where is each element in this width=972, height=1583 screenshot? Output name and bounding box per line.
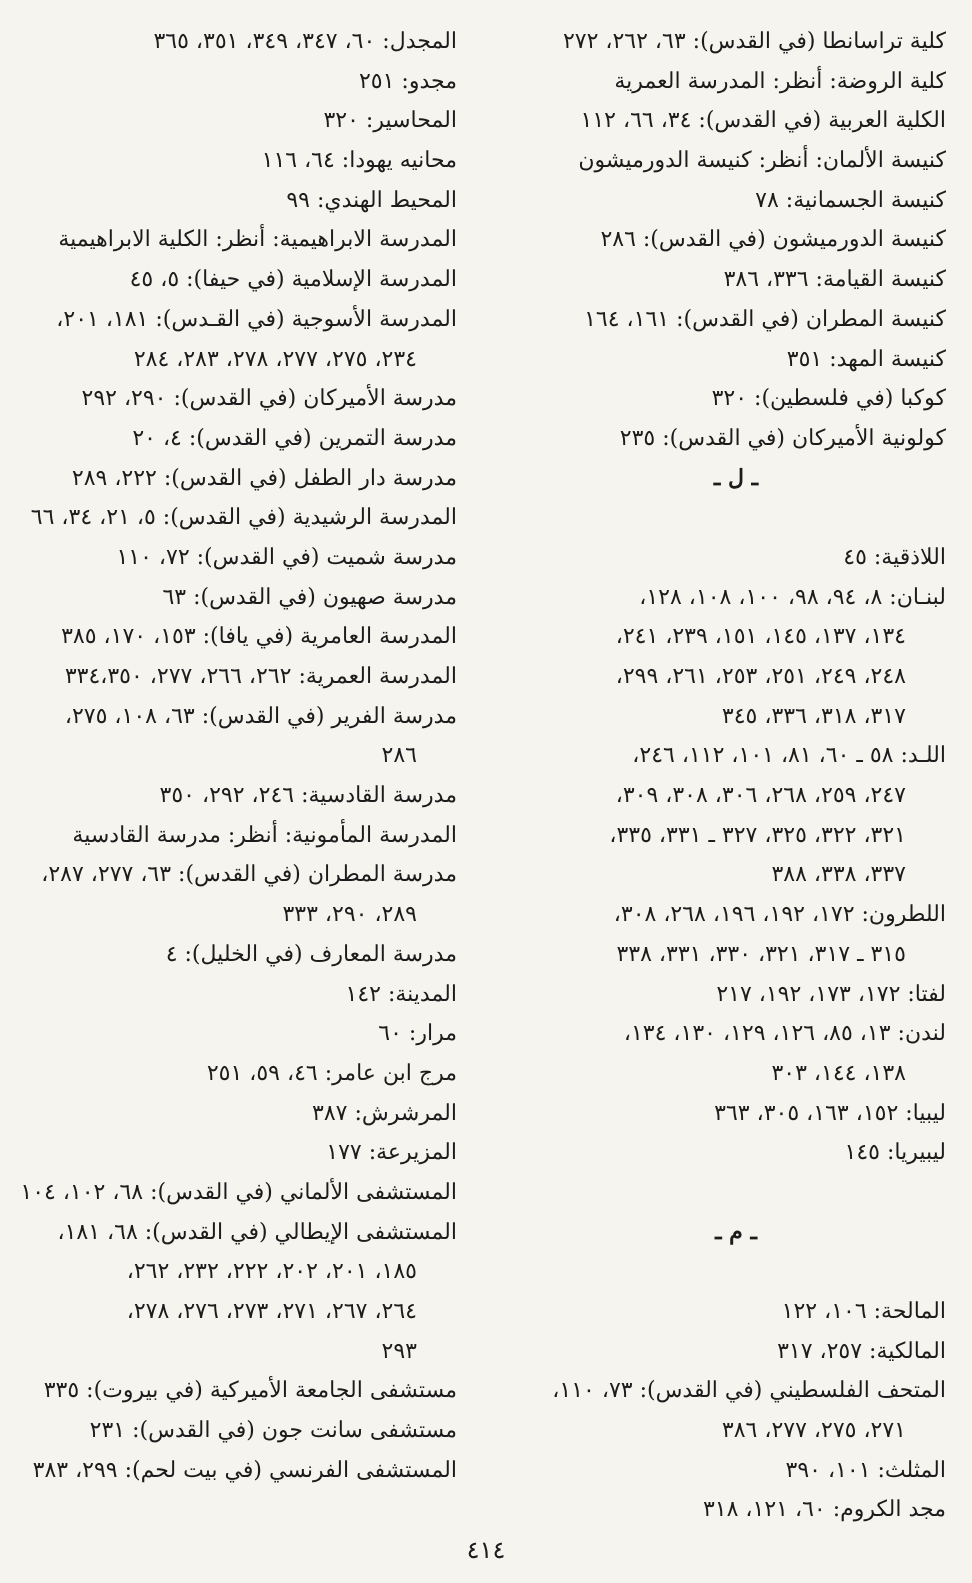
- index-entry: كنيسة المطران (في القدس): ١٦١، ١٦٤: [584, 306, 946, 332]
- index-entry: مدرسة المطران (في القدس): ٦٣، ٢٧٧، ٢٨٧،: [41, 862, 457, 888]
- index-entry-continuation: ٢٦٤، ٢٦٧، ٢٧١، ٢٧٣، ٢٧٦، ٢٧٨،: [126, 1299, 417, 1324]
- index-entry: مستشفى سانت جون (في القدس): ٢٣١: [89, 1418, 457, 1444]
- index-entry: المحيط الهندي: ٩٩: [286, 187, 457, 213]
- index-entry: مدرسة المعارف (في الخليل): ٤: [165, 941, 457, 967]
- index-entry: المرشرش: ٣٨٧: [312, 1100, 457, 1126]
- index-entry-continuation: ٢٤٧، ٢٥٩، ٢٦٨، ٣٠٦، ٣٠٨، ٣٠٩،: [615, 783, 906, 809]
- index-entry: المستشفى الفرنسي (في بيت لحم): ٢٩٩، ٣٨٣: [32, 1457, 457, 1483]
- index-entry: مدرسة دار الطفل (في القدس): ٢٢٢، ٢٨٩: [71, 465, 457, 491]
- index-entry-continuation: ٢٩٣: [381, 1338, 417, 1364]
- index-entry: كلية تراسانطا (في القدس): ٦٣، ٢٦٢، ٢٧٢: [562, 29, 946, 54]
- index-entry: مدرسة شميت (في القدس): ٧٢، ١١٠: [116, 544, 457, 570]
- index-column-left: [17, 22, 457, 1490]
- blank-line: [526, 1173, 946, 1213]
- index-entry: اللـد: ٥٨ ـ ٦٠، ٨١، ١٠١، ١١٢، ٢٤٦،: [632, 743, 946, 769]
- index-entry: المدرسة العامرية (في يافا): ١٥٣، ١٧٠، ٣٨٥: [61, 624, 457, 650]
- index-entry: اللاذقية: ٤٥: [843, 544, 946, 570]
- index-entry: مستشفى الجامعة الأميركية (في بيروت): ٣٣٥: [43, 1378, 457, 1404]
- index-entry: كنيسة القيامة: ٣٣٦، ٣٨٦: [723, 267, 946, 293]
- index-entry: المستشفى الإيطالي (في القدس): ٦٨، ١٨١،: [57, 1219, 457, 1245]
- index-entry: مدرسة صهيون (في القدس): ٦٣: [162, 584, 457, 610]
- index-entry: المدرسة الابراهيمية: أنظر: الكلية الابراهيمية: [58, 227, 457, 253]
- index-entry: كنيسة الألمان: أنظر: كنيسة الدورميشون: [578, 148, 946, 174]
- index-entry: المتحف الفلسطيني (في القدس): ٧٣، ١١٠،: [552, 1378, 946, 1404]
- index-entry: مدرسة الفرير (في القدس): ٦٣، ١٠٨، ٢٧٥،: [64, 703, 457, 729]
- index-entry: محانيه يهودا: ٦٤، ١١٦: [261, 148, 457, 174]
- index-entry: مجد الكروم: ٦٠، ١٢١، ٣١٨: [702, 1497, 946, 1523]
- index-entry-continuation: ١٣٨، ١٤٤، ٣٠٣: [771, 1060, 906, 1086]
- index-entry: المدرسة الأسوجية (في القـدس): ١٨١، ٢٠١،: [56, 306, 457, 332]
- blank-line: [526, 498, 946, 538]
- index-entry: لفتا: ١٧٢، ١٧٣، ١٩٢، ٢١٧: [716, 981, 946, 1007]
- index-entry: مرار: ٦٠: [378, 1021, 457, 1047]
- index-entry: كنيسة الدورميشون (في القدس): ٢٨٦: [600, 227, 946, 253]
- index-entry: المزيرعة: ١٧٧: [326, 1140, 457, 1166]
- index-entry: المدرسة العمرية: ٢٦٢، ٢٦٦، ٢٧٧، ٣٣٤،٣٥٠: [64, 664, 457, 689]
- index-entry: كلية الروضة: أنظر: المدرسة العمرية: [614, 68, 946, 94]
- index-entry: المثلث: ١٠١، ٣٩٠: [785, 1457, 946, 1483]
- index-entry: مدرسة القادسية: ٢٤٦، ٢٩٢، ٣٥٠: [159, 783, 457, 809]
- index-entry: لندن: ١٣، ٨٥، ١٢٦، ١٢٩، ١٣٠، ١٣٤،: [623, 1021, 946, 1047]
- index-entry: مجدو: ٢٥١: [358, 68, 457, 94]
- index-entry: مدرسة التمرين (في القدس): ٤، ٢٠: [132, 425, 457, 451]
- index-entry: كنيسة المهد: ٣٥١: [786, 346, 946, 372]
- index-entry: المجدل: ٦٠، ٣٤٧، ٣٤٩، ٣٥١، ٣٦٥: [153, 29, 457, 54]
- index-entry-continuation: ١٣٤، ١٣٧، ١٤٥، ١٥١، ٢٣٩، ٢٤١،: [615, 624, 906, 650]
- index-column-right: [526, 22, 946, 1530]
- index-entry-continuation: ٢٧١، ٢٧٥، ٢٧٧، ٣٨٦: [721, 1418, 906, 1444]
- index-entry: المالحة: ١٠٦، ١٢٢: [781, 1299, 946, 1324]
- index-entry: المالكية: ٢٥٧، ٣١٧: [777, 1338, 946, 1364]
- index-entry: مرج ابن عامر: ٤٦، ٥٩، ٢٥١: [206, 1060, 457, 1086]
- index-entry: كولونية الأميركان (في القدس): ٢٣٥: [619, 425, 946, 451]
- index-entry: لبنـان: ٨، ٩٤، ٩٨، ١٠٠، ١٠٨، ١٢٨،: [639, 584, 946, 610]
- index-entry: ليبيا: ١٥٢، ١٦٣، ٣٠٥، ٣٦٣: [714, 1100, 946, 1126]
- index-entry-continuation: ٢٤٨، ٢٤٩، ٢٥١، ٢٥٣، ٢٦١، ٢٩٩،: [615, 664, 906, 689]
- index-entry-continuation: ٢٨٩، ٢٩٠، ٣٣٣: [282, 902, 417, 928]
- index-entry-continuation: ٣١٧، ٣١٨، ٣٣٦، ٣٤٥: [721, 703, 906, 729]
- index-entry: الكلية العربية (في القدس): ٣٤، ٦٦، ١١٢: [580, 108, 946, 134]
- index-entry: المدينة: ١٤٢: [345, 981, 457, 1007]
- index-entry-continuation: ٢٣٤، ٢٧٥، ٢٧٧، ٢٧٨، ٢٨٣، ٢٨٤: [133, 346, 417, 372]
- blank-line: [526, 1252, 946, 1292]
- index-entry: المدرسة الإسلامية (في حيفا): ٥، ٤٥: [129, 267, 457, 293]
- index-entry: كوكبا (في فلسطين): ٣٢٠: [711, 386, 946, 412]
- index-entry: مدرسة الأميركان (في القدس): ٢٩٠، ٢٩٢: [81, 386, 457, 412]
- index-entry-continuation: ٣٣٧، ٣٣٨، ٣٨٨: [771, 862, 906, 888]
- page-number: ٤١٤: [466, 1536, 506, 1564]
- section-letter-heading: ـ م ـ: [715, 1218, 757, 1245]
- index-entry: اللطرون: ١٧٢، ١٩٢، ١٩٦، ٢٦٨، ٣٠٨،: [613, 902, 946, 928]
- index-entry: كنيسة الجسمانية: ٧٨: [755, 187, 946, 213]
- index-entry-continuation: ١٨٥، ٢٠١، ٢٠٢، ٢٢٢، ٢٣٢، ٢٦٢،: [126, 1259, 417, 1285]
- index-entry: المدرسة المأمونية: أنظر: مدرسة القادسية: [72, 822, 457, 848]
- index-entry-continuation: ٣١٥ ـ ٣١٧، ٣٢١، ٣٣٠، ٣٣١، ٣٣٨: [616, 941, 906, 967]
- index-entry-continuation: ٣٢١، ٣٢٢، ٣٢٥، ٣٢٧ ـ ٣٣١، ٣٣٥،: [609, 822, 906, 848]
- index-entry: المدرسة الرشيدية (في القدس): ٥، ٢١، ٣٤، ٦٦: [30, 505, 457, 531]
- index-entry: المحاسير: ٣٢٠: [323, 108, 457, 134]
- section-letter-heading: ـ ل ـ: [713, 464, 759, 491]
- index-entry-continuation: ٢٨٦: [381, 743, 417, 769]
- index-entry: المستشفى الألماني (في القدس): ٦٨، ١٠٢، ١٠٤: [20, 1179, 457, 1205]
- index-entry: ليبيريا: ١٤٥: [844, 1140, 946, 1166]
